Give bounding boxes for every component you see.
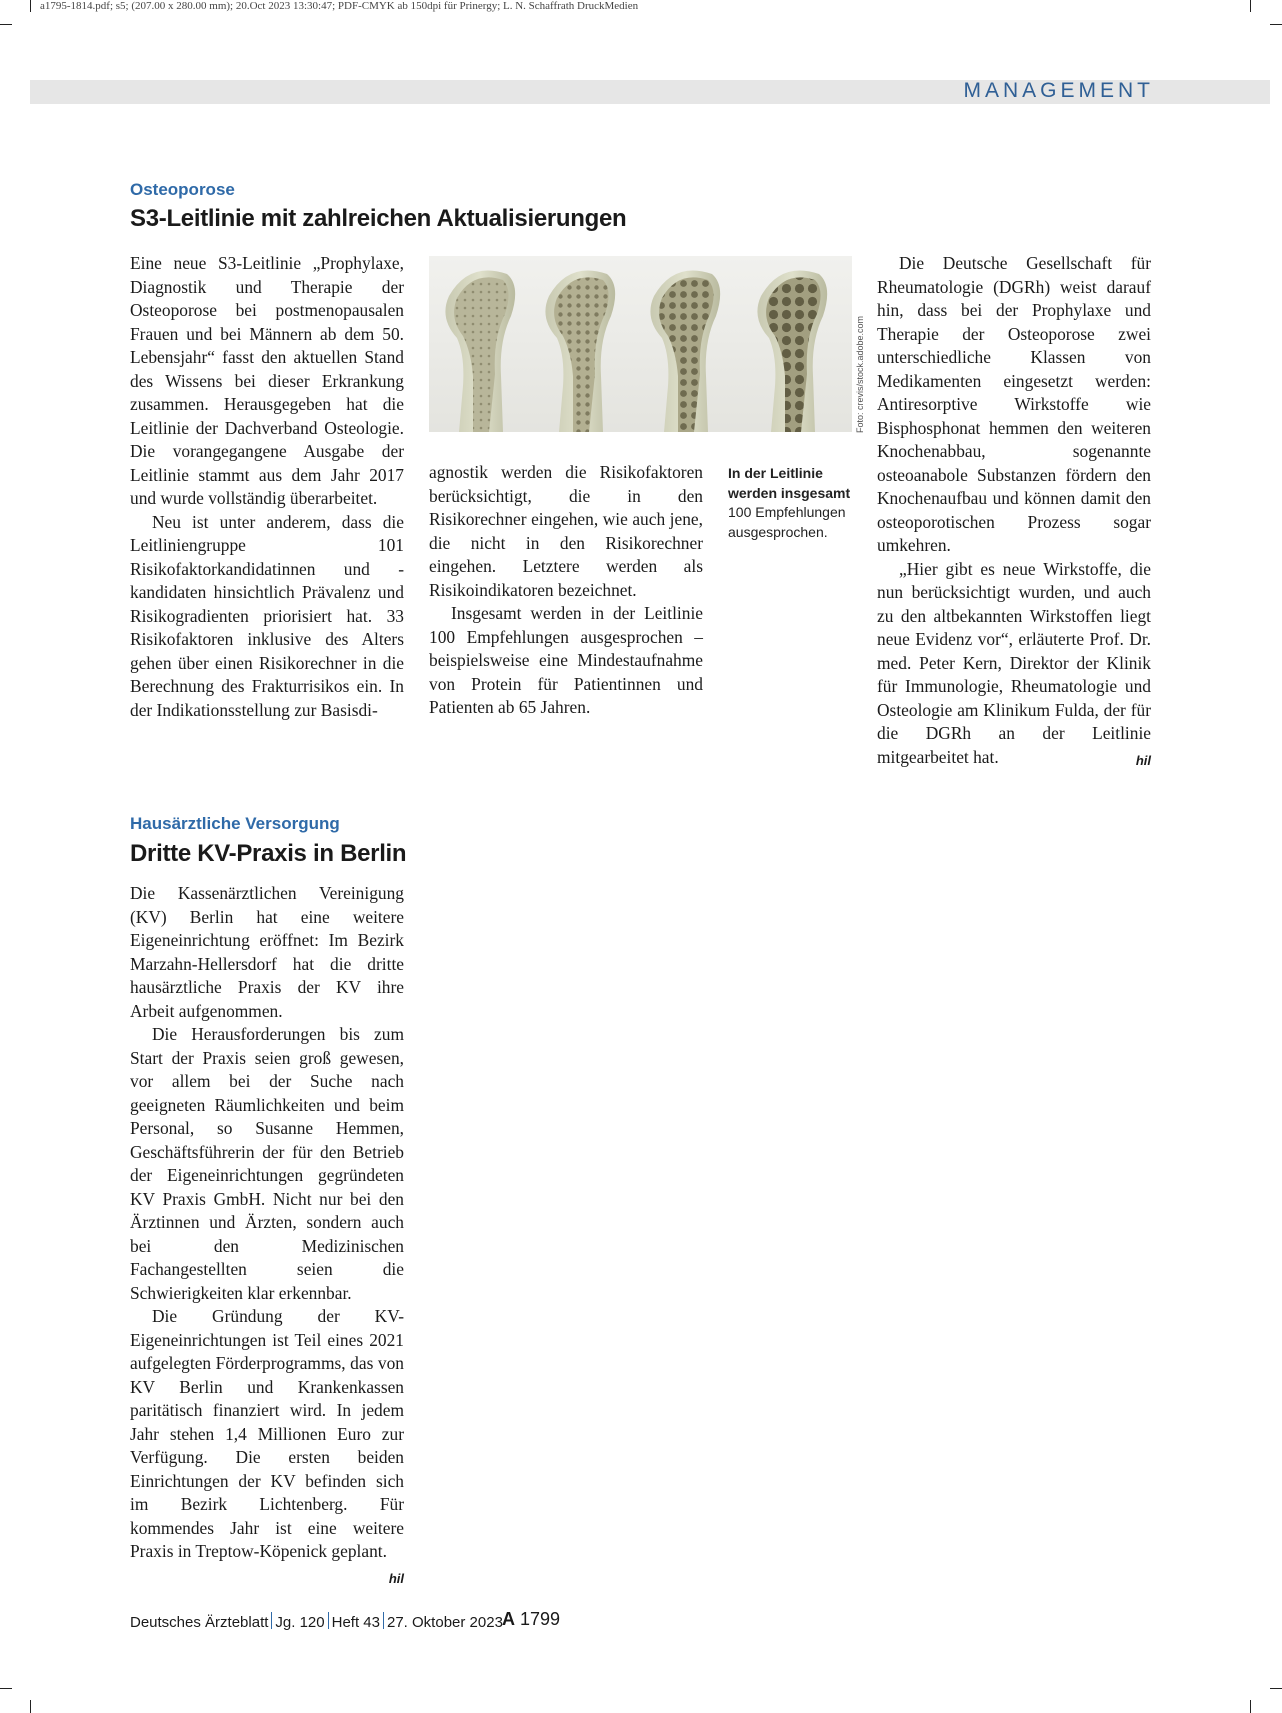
- footer-separator: [328, 1612, 329, 1629]
- footer-date: 27. Oktober 2023: [387, 1614, 503, 1631]
- crop-mark-top-left-h: [0, 24, 12, 25]
- footer-volume: Jg. 120: [275, 1614, 325, 1631]
- femur-2: [545, 270, 615, 432]
- caption-text: 100 Empfehlungen ausgesprochen.: [728, 504, 846, 540]
- article1-col2-paragraph-1: agnostik werden die Risikofaktoren berücksichtigt, die in den Risikorechner eingehen, wie auch jene, die nicht in den Risikorechner eingehen. Letztere werden als Risikoindikatoren bezeichnet.: [429, 462, 703, 600]
- crop-mark-bottom-right: [1250, 1700, 1251, 1713]
- article2-signature: hil: [388, 1570, 404, 1586]
- print-slug: a1795-1814.pdf; s5; (207.00 x 280.00 mm); 20.Oct 2023 13:30:47; PDF-CMYK ab 150dpi für Prinergy; L. N. Schaffrath DruckMedien: [40, 0, 639, 12]
- article1-col1-paragraph-1: Eine neue S3-Leitlinie „Prophylaxe, Diagnostik und Therapie der Osteoporose bei postmenopausalen Frauen und bei Männern ab dem 50. Lebensjahr“ fasst den aktuellen Stand des Wissens bei dieser Erkrankung zusammen. Herausgegeben hat die Leitlinie der Dachverband Osteologie. Die vorangegangene Ausgabe der Leitlinie stammt aus dem Jahr 2017 und wurde vollständig überarbeitet.: [130, 253, 404, 508]
- article1-column-3: [877, 252, 1151, 772]
- crop-mark-top-left: [30, 0, 31, 12]
- femur-3: [650, 270, 720, 432]
- image-caption: [728, 464, 852, 542]
- article1-col3-paragraph-2-text: „Hier gibt es neue Wirkstoffe, die nun berücksichtigt wurden, und auch zu den altbekannten Wirkstoffen liegt neue Evidenz vor“, erläuterte Prof. Dr. med. Peter Kern, Direktor der Klinik für Immunologie, Rheumatologie und Osteologie am Klinikum Fulda, der für die DGRh an der Leitlinie mitgearbeitet hat.: [877, 558, 1151, 767]
- bone-illustration: [429, 256, 852, 432]
- footer-separator: [383, 1612, 384, 1629]
- article1-signature: hil: [1135, 752, 1151, 768]
- article1-column-1: [130, 252, 404, 722]
- article2-kicker: Hausärztliche Versorgung: [130, 814, 340, 833]
- page-number-value: 1799: [520, 1609, 561, 1629]
- article2-paragraph-3: [130, 1305, 404, 1586]
- femur-4: [757, 270, 827, 432]
- article2-column: [130, 882, 404, 1590]
- article1-kicker: Osteoporose: [130, 180, 235, 199]
- femur-1: [445, 270, 515, 432]
- crop-mark-bottom-left-h: [0, 1688, 12, 1689]
- page-number: [502, 1609, 560, 1630]
- photo-credit: Foto: crevis/stock.adobe.com: [855, 315, 865, 433]
- article1-headline: S3-Leitlinie mit zahlreichen Aktualisierungen: [130, 205, 627, 232]
- footer-issue: Heft 43: [331, 1614, 380, 1631]
- article2-paragraph-1: Die Kassenärztlichen Vereinigung (KV) Berlin hat eine weitere Eigeneinrichtung eröffnet: Im Bezirk Marzahn-Hellersdorf hat die dritte hausärztliche Praxis der KV ihre Arbeit aufgenommen.: [130, 883, 404, 1021]
- article1-col2-paragraph-2: Insgesamt werden in der Leitlinie 100 Empfehlungen ausgesprochen – beispielsweise eine Mindestaufnahme von Protein für Patientinnen und Patienten ab 65 Jahren.: [429, 603, 703, 717]
- article1-col3-paragraph-1: Die Deutsche Gesellschaft für Rheumatologie (DGRh) weist darauf hin, dass bei der Prophylaxe und Therapie der Osteoporose zwei unterschiedliche Klassen von Medikamenten eingesetzt werden: Antiresorptive Wirkstoffe wie Bisphosphonat hemmen den weiteren Knochenabbau, sogenannte osteoanabole Substanzen fördern den Knochenaufbau und können damit den osteoporotischen Prozess sogar umkehren.: [877, 253, 1151, 555]
- page-prefix: A: [502, 1609, 515, 1629]
- article2-paragraph-2: Die Herausforderungen bis zum Start der Praxis seien groß gewesen, vor allem bei der Suche nach geeigneten Räumlichkeiten und beim Personal, so Susanne Hemmen, Geschäftsführerin der für den Betrieb der Eigeneinrichtungen gegründeten KV Praxis GmbH. Nicht nur bei den Ärztinnen und Ärzten, sondern auch bei den Medizinischen Fachangestellten seien die Schwierigkeiten klar erkennbar.: [130, 1024, 404, 1303]
- article1-col1-paragraph-2: Neu ist unter anderem, dass die Leitliniengruppe 101 Risikofaktorkandidatinnen und -kandidaten hinsichtlich Prävalenz und Risikogradienten priorisiert hat. 33 Risikofaktoren inklusive des Alters gehen über einen Risikorechner in die Berechnung des Frakturrisikos ein. In der Indikationsstellung zur Basisdi-: [130, 511, 404, 720]
- crop-mark-bottom-right-h: [1270, 1688, 1282, 1689]
- article1-col3-paragraph-2: [877, 558, 1151, 770]
- article2-paragraph-3-text: Die Gründung der KV-Eigeneinrichtungen ist Teil eines 2021 aufgelegten Förderprogramms, das von KV Berlin und Krankenkassen paritätisch finanziert wird. In jedem Jahr stehen 1,4 Millionen Euro zur Verfügung. Die ersten beiden Einrichtungen der KV befinden sich im Bezirk Lichtenberg. Für kommendes Jahr ist eine weitere Praxis in Treptow-Köpenick geplant.: [130, 1306, 404, 1561]
- crop-mark-top-right: [1250, 0, 1251, 12]
- caption-bold: In der Leitlinie werden insgesamt: [728, 465, 851, 501]
- footer-separator: [271, 1612, 272, 1629]
- crop-mark-top-right-h: [1270, 24, 1282, 25]
- crop-mark-bottom-left: [30, 1700, 31, 1713]
- section-label: MANAGEMENT: [963, 79, 1154, 102]
- femur-bones-image: [429, 256, 852, 432]
- footer: [130, 1612, 503, 1631]
- article1-column-2: [429, 461, 703, 720]
- article2-headline: Dritte KV-Praxis in Berlin: [130, 840, 407, 867]
- footer-journal: Deutsches Ärzteblatt: [130, 1614, 269, 1631]
